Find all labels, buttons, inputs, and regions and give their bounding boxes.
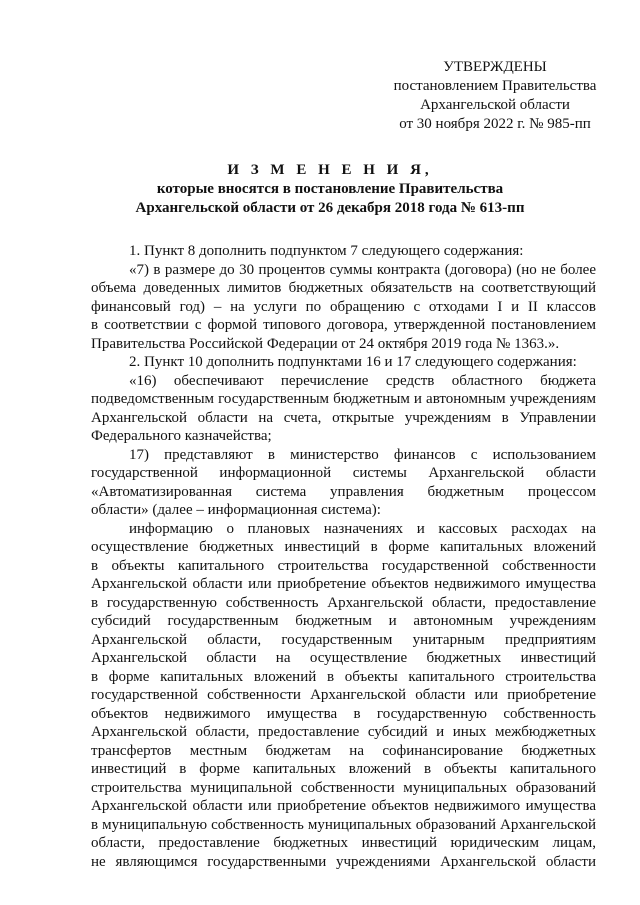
- body-line: 17) представляют в министерство финансов с использованием: [129, 446, 596, 463]
- body-line: в соответствии с формой типового договора, утвержденной постановлением: [91, 317, 596, 333]
- body-line: трансфертов местным бюджетам на софинансирование бюджетных: [91, 742, 596, 759]
- body-line: в государственную собственность Архангельской области, предоставление: [91, 594, 596, 611]
- body-line: Архангельской области на осуществление бюджетных инвестиций: [91, 650, 596, 666]
- title-line-3: Архангельской области от 26 декабря 2018 года № 613-пп: [135, 200, 525, 216]
- body-line: подведомственным государственным бюджетным и автономным учреждениям: [91, 391, 596, 407]
- approval-line-4: от 30 ноября 2022 г. № 985-пп: [399, 116, 591, 132]
- body-line: «7) в размере до 30 процентов суммы контракта (договора) (но не более: [129, 261, 596, 278]
- body-line: государственной информационной системы Архангельской области: [91, 465, 596, 481]
- body-line: в форме капитальных вложений в объекты капитального строительства: [91, 668, 596, 685]
- body-line: государственной собственности Архангельской области или приобретение: [91, 687, 596, 703]
- body-line: объектов недвижимого имущества в государственную собственность: [91, 705, 596, 722]
- body-line: финансовый год) – на услуги по обращению с отходами I и II классов: [91, 298, 596, 315]
- body-line: объема доведенных лимитов бюджетных обязательств на соответствующий: [91, 280, 596, 296]
- body-line: области, предоставление бюджетных инвестиций юридическим лицам,: [91, 835, 596, 851]
- body-line: не являющимся государственными учреждениями Архангельской области: [91, 853, 596, 870]
- approval-line-3: Архангельской области: [420, 97, 570, 113]
- title-heading: И З М Е Н Е Н И Я,: [227, 162, 433, 178]
- body-line: Архангельской области на счета, открытые учреждениям в Управлении: [91, 409, 596, 426]
- approval-line-2: постановлением Правительства: [393, 78, 597, 94]
- body-line: области» (далее – информационная система):: [91, 502, 381, 518]
- body-line: строительства муниципальной собственности муниципальных образований: [91, 779, 596, 796]
- body-line: Правительства Российской Федерации от 24 октября 2019 года № 1363.».: [91, 335, 560, 352]
- body-line: инвестиций в форме капитальных вложений в объекты капитального: [91, 761, 596, 777]
- body-line: «Автоматизированная система управления бюджетным процессом: [91, 483, 596, 500]
- body-line: Федерального казначейства;: [91, 428, 272, 444]
- body-line: 2. Пункт 10 дополнить подпунктами 16 и 17 следующего содержания:: [129, 354, 577, 370]
- document-title: [80, 161, 580, 218]
- body-line: Архангельской области или приобретение объектов недвижимого имущества: [91, 798, 596, 814]
- body-line: «16) обеспечивают перечисление средств областного бюджета: [129, 372, 596, 389]
- approval-stamp: [380, 58, 610, 134]
- body-line: информацию о плановых назначениях и кассовых расходах на: [129, 520, 596, 537]
- title-line-2: которые вносятся в постановление Правительства: [156, 181, 504, 197]
- body-line: в объекты капитального строительства государственной собственности: [91, 557, 596, 574]
- body-line: Архангельской области, предоставление субсидий и иных межбюджетных: [91, 724, 596, 740]
- body-line: субсидий государственным бюджетным и автономным учреждениям: [91, 613, 596, 629]
- document-body: [91, 242, 596, 871]
- body-line: Архангельской области, государственным унитарным предприятиям: [91, 631, 596, 648]
- body-line: в муниципальную собственность муниципальных образований Архангельской: [91, 816, 596, 833]
- body-line: 1. Пункт 8 дополнить подпунктом 7 следующего содержания:: [129, 243, 524, 259]
- approval-line-1: УТВЕРЖДЕНЫ: [443, 59, 547, 75]
- body-line: Архангельской области или приобретение объектов недвижимого имущества: [91, 576, 596, 592]
- body-line: осуществление бюджетных инвестиций в форме капитальных вложений: [91, 539, 596, 555]
